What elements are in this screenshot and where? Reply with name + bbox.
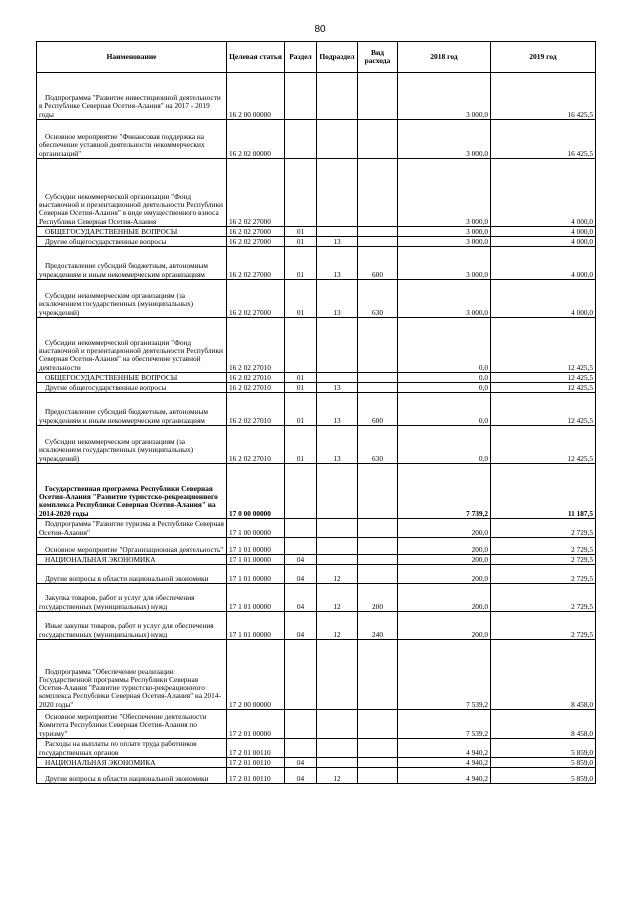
row-section-cell [285, 739, 317, 758]
row-subsection-cell: 13 [317, 247, 358, 280]
row-expense-kind-cell [358, 159, 398, 227]
row-subsection-cell [317, 758, 358, 768]
row-subsection-cell [317, 73, 358, 120]
row-expense-kind-cell [358, 383, 398, 393]
row-section-cell: 04 [285, 768, 317, 784]
row-2019-value-cell: 2 729,5 [491, 519, 596, 538]
table-row [37, 393, 596, 426]
row-section-cell [285, 120, 317, 159]
row-2019-value-cell: 8 458,0 [491, 710, 596, 739]
row-name-cell: Другие вопросы в области национальной экономики [37, 565, 227, 584]
row-subsection-cell: 13 [317, 426, 358, 464]
row-name-cell: Закупка товаров, работ и услуг для обеспечения государственных (муниципальных) нужд [37, 584, 227, 612]
row-2018-value-cell: 0,0 [398, 318, 491, 373]
row-expense-kind-cell [358, 120, 398, 159]
row-subsection-cell [317, 464, 358, 519]
row-target-article-cell: 17 1 01 00000 [227, 584, 285, 612]
row-2019-value-cell: 4 000,0 [491, 159, 596, 227]
table-row [37, 227, 596, 237]
row-expense-kind-cell [358, 373, 398, 383]
row-2019-value-cell: 2 729,5 [491, 584, 596, 612]
row-target-article-cell: 17 2 01 00110 [227, 739, 285, 758]
row-2018-value-cell: 0,0 [398, 393, 491, 426]
row-2018-value-cell: 3 000,0 [398, 159, 491, 227]
row-expense-kind-cell [358, 565, 398, 584]
row-2019-value-cell: 4 000,0 [491, 227, 596, 237]
row-name-cell: Основное мероприятие "Обеспечение деятельности Комитета Республики Северная Осетия-Алания по туризму" [37, 710, 227, 739]
row-2019-value-cell: 12 425,5 [491, 393, 596, 426]
row-section-cell [285, 318, 317, 373]
row-subsection-cell [317, 710, 358, 739]
row-name-cell: НАЦИОНАЛЬНАЯ ЭКОНОМИКА [37, 555, 227, 565]
row-section-cell [285, 464, 317, 519]
page-number: 80 [314, 24, 326, 35]
row-target-article-cell: 16 2 02 27010 [227, 318, 285, 373]
row-subsection-cell [317, 373, 358, 383]
row-name-cell: Субсидии некоммерческой организации "Фонд выставочной и презентационной деятельности Республики Северная Осетия-Алания" на обеспечение уставной деятельности [37, 318, 227, 373]
row-target-article-cell: 16 2 02 27010 [227, 426, 285, 464]
table-row [37, 768, 596, 784]
header-name: Наименование [37, 42, 227, 73]
row-section-cell: 04 [285, 758, 317, 768]
row-target-article-cell: 16 2 02 27010 [227, 373, 285, 383]
row-name-cell: Основное мероприятие "Организационная деятельность" [37, 538, 227, 555]
row-2018-value-cell: 4 940,2 [398, 758, 491, 768]
budget-table [36, 41, 596, 784]
row-2018-value-cell: 4 940,2 [398, 739, 491, 758]
row-subsection-cell [317, 120, 358, 159]
row-name-cell: Расходы на выплаты по оплате труда работников государственных органов [37, 739, 227, 758]
row-expense-kind-cell: 630 [358, 426, 398, 464]
row-2019-value-cell: 16 425,5 [491, 73, 596, 120]
row-2018-value-cell: 3 000,0 [398, 120, 491, 159]
row-target-article-cell: 17 1 01 00000 [227, 612, 285, 640]
row-subsection-cell: 13 [317, 383, 358, 393]
row-name-cell: ОБЩЕГОСУДАРСТВЕННЫЕ ВОПРОСЫ [37, 227, 227, 237]
row-2019-value-cell: 2 729,5 [491, 565, 596, 584]
table-row [37, 120, 596, 159]
table-row [37, 612, 596, 640]
row-expense-kind-cell: 600 [358, 247, 398, 280]
row-name-cell: Иные закупки товаров, работ и услуг для обеспечения государственных (муниципальных) нужд [37, 612, 227, 640]
row-2018-value-cell: 0,0 [398, 383, 491, 393]
row-2018-value-cell: 200,0 [398, 612, 491, 640]
row-expense-kind-cell [358, 710, 398, 739]
row-section-cell: 01 [285, 237, 317, 247]
row-name-cell: Подпрограмма "Обеспечение реализации Государственной программы Республики Северная Осетия-Алания "Развитие туристско-рекреационного комплекса Республики Северная Осетия-Алания" на 2014-2020 годы" [37, 640, 227, 710]
row-2018-value-cell: 3 000,0 [398, 237, 491, 247]
row-name-cell: Основное мероприятие "Финансовая поддержка на обеспечение уставной деятельности некоммерческих организаций" [37, 120, 227, 159]
table-row [37, 710, 596, 739]
row-name-cell: Другие общегосударственные вопросы [37, 237, 227, 247]
row-section-cell: 04 [285, 565, 317, 584]
row-2018-value-cell: 200,0 [398, 555, 491, 565]
row-subsection-cell: 12 [317, 584, 358, 612]
row-expense-kind-cell [358, 555, 398, 565]
row-subsection-cell: 13 [317, 280, 358, 318]
row-name-cell: Субсидии некоммерческим организациям (за исключением государственных (муниципальных) учреждений) [37, 280, 227, 318]
row-target-article-cell: 17 2 01 00110 [227, 758, 285, 768]
row-section-cell: 01 [285, 373, 317, 383]
row-target-article-cell: 16 2 00 00000 [227, 73, 285, 120]
row-target-article-cell: 16 2 02 27010 [227, 393, 285, 426]
row-2018-value-cell: 3 000,0 [398, 280, 491, 318]
row-expense-kind-cell [358, 768, 398, 784]
row-expense-kind-cell [358, 758, 398, 768]
table-row [37, 519, 596, 538]
row-section-cell: 01 [285, 393, 317, 426]
row-subsection-cell: 12 [317, 768, 358, 784]
row-2018-value-cell: 3 000,0 [398, 227, 491, 237]
table-row [37, 464, 596, 519]
row-target-article-cell: 16 2 02 27000 [227, 237, 285, 247]
header-year-2018: 2018 год [398, 42, 491, 73]
row-2018-value-cell: 7 739,2 [398, 464, 491, 519]
row-expense-kind-cell [358, 739, 398, 758]
table-row [37, 159, 596, 227]
row-subsection-cell [317, 318, 358, 373]
table-row [37, 758, 596, 768]
row-2019-value-cell: 5 859,0 [491, 768, 596, 784]
row-target-article-cell: 17 1 00 00000 [227, 519, 285, 538]
table-row [37, 739, 596, 758]
table-row [37, 538, 596, 555]
table-row [37, 373, 596, 383]
row-expense-kind-cell [358, 73, 398, 120]
row-2018-value-cell: 3 000,0 [398, 247, 491, 280]
row-expense-kind-cell [358, 237, 398, 247]
row-expense-kind-cell: 600 [358, 393, 398, 426]
row-section-cell [285, 710, 317, 739]
row-target-article-cell: 17 2 01 00110 [227, 768, 285, 784]
table-row [37, 73, 596, 120]
row-name-cell: Предоставление субсидий бюджетным, автономным учреждениям и иным некоммерческим организациям [37, 247, 227, 280]
row-name-cell: Подпрограмма "Развитие туризма в Республике Северная Осетия-Алания" [37, 519, 227, 538]
row-expense-kind-cell [358, 519, 398, 538]
row-subsection-cell: 12 [317, 565, 358, 584]
header-expense-kind: Вид расхода [358, 42, 398, 73]
row-section-cell [285, 538, 317, 555]
row-name-cell: Предоставление субсидий бюджетным, автономным учреждениям и иным некоммерческим организациям [37, 393, 227, 426]
table-row [37, 640, 596, 710]
row-2019-value-cell: 12 425,5 [491, 426, 596, 464]
row-target-article-cell: 17 2 00 00000 [227, 640, 285, 710]
row-2019-value-cell: 2 729,5 [491, 612, 596, 640]
row-expense-kind-cell [358, 318, 398, 373]
row-section-cell: 01 [285, 247, 317, 280]
row-target-article-cell: 16 2 02 27000 [227, 280, 285, 318]
row-expense-kind-cell [358, 640, 398, 710]
row-subsection-cell [317, 159, 358, 227]
table-row [37, 426, 596, 464]
row-expense-kind-cell: 240 [358, 612, 398, 640]
row-target-article-cell: 16 2 02 27000 [227, 159, 285, 227]
table-row [37, 584, 596, 612]
header-target-article: Целевая статья [227, 42, 285, 73]
row-subsection-cell: 13 [317, 393, 358, 426]
row-subsection-cell [317, 227, 358, 237]
row-subsection-cell: 12 [317, 612, 358, 640]
row-name-cell: Субсидии некоммерческим организациям (за исключением государственных (муниципальных) учреждений) [37, 426, 227, 464]
row-section-cell: 01 [285, 383, 317, 393]
table-header-row [37, 42, 596, 73]
row-2018-value-cell: 3 000,0 [398, 73, 491, 120]
row-2019-value-cell: 4 000,0 [491, 237, 596, 247]
row-target-article-cell: 17 1 01 00000 [227, 565, 285, 584]
row-section-cell: 04 [285, 612, 317, 640]
row-2019-value-cell: 12 425,5 [491, 318, 596, 373]
table-row [37, 237, 596, 247]
table-row [37, 555, 596, 565]
row-expense-kind-cell [358, 227, 398, 237]
row-2019-value-cell: 4 000,0 [491, 247, 596, 280]
table-row [37, 383, 596, 393]
row-name-cell: Государственная программа Республики Северная Осетия-Алания "Развитие туристско-рекреационного комплекса Республики Северная Осетия-Алания" на 2014-2020 годы [37, 464, 227, 519]
row-2019-value-cell: 12 425,5 [491, 383, 596, 393]
header-year-2019: 2019 год [491, 42, 596, 73]
row-name-cell: НАЦИОНАЛЬНАЯ ЭКОНОМИКА [37, 758, 227, 768]
row-2018-value-cell: 4 940,2 [398, 768, 491, 784]
header-subsection: Подраздел [317, 42, 358, 73]
row-2019-value-cell: 16 425,5 [491, 120, 596, 159]
row-target-article-cell: 17 1 01 00000 [227, 538, 285, 555]
row-section-cell [285, 640, 317, 710]
row-2019-value-cell: 5 859,0 [491, 739, 596, 758]
row-2019-value-cell: 11 187,5 [491, 464, 596, 519]
row-2019-value-cell: 2 729,5 [491, 538, 596, 555]
row-expense-kind-cell [358, 538, 398, 555]
table-row [37, 565, 596, 584]
row-target-article-cell: 16 2 02 27000 [227, 227, 285, 237]
row-name-cell: Другие общегосударственные вопросы [37, 383, 227, 393]
row-2018-value-cell: 0,0 [398, 426, 491, 464]
row-subsection-cell [317, 555, 358, 565]
row-section-cell [285, 159, 317, 227]
row-2018-value-cell: 200,0 [398, 538, 491, 555]
row-section-cell [285, 519, 317, 538]
row-name-cell: Субсидии некоммерческой организации "Фонд выставочной и презентационной деятельности Республики Северная Осетия-Алания" в виде имущественного взноса Республики Северная Осетия-Алания [37, 159, 227, 227]
row-2018-value-cell: 200,0 [398, 584, 491, 612]
row-2019-value-cell: 8 458,0 [491, 640, 596, 710]
row-2018-value-cell: 200,0 [398, 565, 491, 584]
row-2018-value-cell: 0,0 [398, 373, 491, 383]
row-expense-kind-cell: 630 [358, 280, 398, 318]
row-2019-value-cell: 12 425,5 [491, 373, 596, 383]
row-section-cell: 01 [285, 280, 317, 318]
row-target-article-cell: 16 2 02 27010 [227, 383, 285, 393]
row-subsection-cell: 13 [317, 237, 358, 247]
row-name-cell: Подпрограмма "Развитие инвестиционной деятельности в Республике Северная Осетия-Алания" на 2017 - 2019 годы [37, 73, 227, 120]
row-section-cell [285, 73, 317, 120]
table-body [37, 73, 596, 784]
row-target-article-cell: 16 2 02 00000 [227, 120, 285, 159]
row-subsection-cell [317, 640, 358, 710]
row-2018-value-cell: 7 539,2 [398, 640, 491, 710]
row-target-article-cell: 16 2 02 27000 [227, 247, 285, 280]
row-target-article-cell: 17 0 00 00000 [227, 464, 285, 519]
row-name-cell: Другие вопросы в области национальной экономики [37, 768, 227, 784]
row-expense-kind-cell: 200 [358, 584, 398, 612]
row-section-cell: 04 [285, 555, 317, 565]
row-2019-value-cell: 4 000,0 [491, 280, 596, 318]
row-subsection-cell [317, 538, 358, 555]
row-expense-kind-cell [358, 464, 398, 519]
header-section: Раздел [285, 42, 317, 73]
row-2019-value-cell: 5 859,0 [491, 758, 596, 768]
row-section-cell: 01 [285, 426, 317, 464]
row-subsection-cell [317, 739, 358, 758]
row-2018-value-cell: 200,0 [398, 519, 491, 538]
table-row [37, 247, 596, 280]
row-name-cell: ОБЩЕГОСУДАРСТВЕННЫЕ ВОПРОСЫ [37, 373, 227, 383]
row-section-cell: 01 [285, 227, 317, 237]
table-row [37, 280, 596, 318]
row-2019-value-cell: 2 729,5 [491, 555, 596, 565]
row-section-cell: 04 [285, 584, 317, 612]
row-target-article-cell: 17 2 01 00000 [227, 710, 285, 739]
row-subsection-cell [317, 519, 358, 538]
row-target-article-cell: 17 1 01 00000 [227, 555, 285, 565]
row-2018-value-cell: 7 539,2 [398, 710, 491, 739]
table-row [37, 318, 596, 373]
